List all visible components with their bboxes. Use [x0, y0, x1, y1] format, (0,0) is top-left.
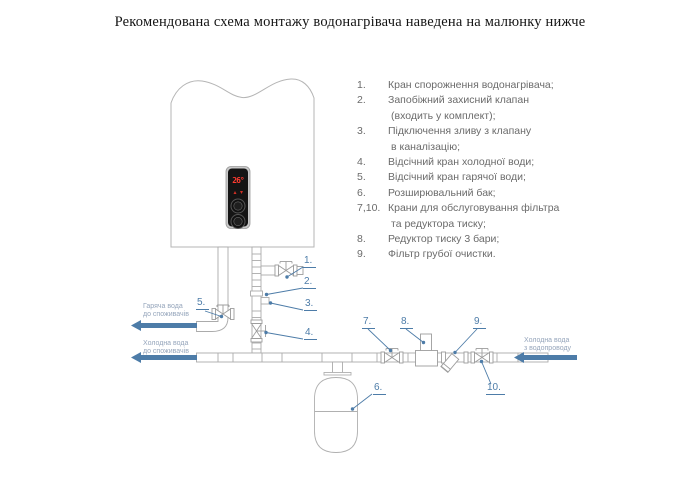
legend-item-text: Редуктор тиску 3 бари;	[388, 233, 500, 246]
cold-out-label-line1: Холодна вода	[143, 340, 189, 347]
callout-2: 2.	[303, 276, 316, 289]
legend-item-number: 7,10.	[357, 202, 381, 215]
legend-item-number: 5.	[357, 171, 366, 184]
callout-10: 10.	[486, 382, 505, 395]
cold-in-label-line2: з водопроводу	[524, 344, 572, 352]
legend-item-number: 8.	[357, 233, 366, 246]
cold-in-label	[524, 337, 571, 352]
legend-item-number: 6.	[357, 186, 366, 199]
cold-out-label	[143, 340, 189, 355]
tank-branch-pipe	[333, 362, 343, 373]
legend-item-number: 3.	[357, 125, 366, 138]
drain-valve-icon	[275, 262, 303, 277]
cold-out-label-line2: до споживачів	[143, 347, 189, 355]
callout-3: 3.	[304, 298, 317, 311]
expansion-tank-icon	[315, 373, 358, 453]
hot-out-label	[143, 303, 189, 318]
drain-outlet-icon	[261, 298, 269, 305]
legend-item-text: Запобіжний захисний клапан	[388, 94, 529, 107]
legend-item-text: Відсічний кран холодної води;	[388, 156, 535, 169]
legend-item-number: 4.	[357, 156, 366, 169]
callout-5: 5.	[196, 297, 209, 310]
temperature-display: 26°	[232, 176, 244, 185]
hot-out-label-line1: Гаряча вода	[143, 303, 183, 310]
legend-item-text: Фільтр грубої очистки.	[388, 248, 496, 261]
callout-1: 1.	[303, 255, 316, 268]
callout-9: 9.	[473, 316, 486, 329]
drain-branch-pipe	[261, 266, 275, 275]
legend-item-number: 9.	[357, 248, 366, 261]
callout-6: 6.	[373, 382, 386, 395]
legend-item-continuation: в каналізацію;	[391, 140, 461, 153]
legend-item-number: 2.	[357, 94, 366, 107]
legend-item-text: Підключення зливу з клапану	[388, 125, 532, 138]
legend-item-continuation: (входить у комплект);	[391, 109, 496, 122]
page-title: Рекомендована схема монтажу водонагрівача наведена на малюнку нижче	[114, 14, 586, 30]
legend-item-continuation: та редуктора тиску;	[391, 217, 486, 230]
legend-item-text: Розширювальний бак;	[388, 186, 496, 199]
hot-out-label-line2: до споживачів	[143, 310, 189, 318]
legend-item-text: Відсічний кран гарячої води;	[388, 171, 526, 184]
legend-item-text: Крани для обслуговування фільтра	[388, 202, 560, 215]
safety-valve-collar-icon	[251, 291, 263, 296]
legend-item-number: 1.	[357, 79, 366, 91]
cold-in-label-line1: Холодна вода	[524, 337, 570, 344]
callout-4: 4.	[304, 327, 317, 340]
callout-8: 8.	[400, 316, 413, 329]
cold-supply-main-pipe	[197, 353, 549, 373]
callout-7: 7.	[362, 316, 375, 329]
hot-out-arrow-icon	[131, 320, 197, 331]
legend-item-text: Кран спорожнення водонагрівача;	[388, 79, 554, 91]
